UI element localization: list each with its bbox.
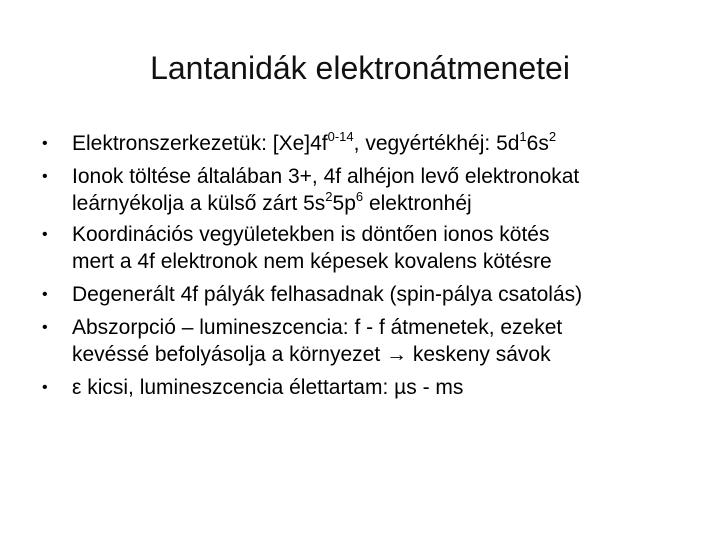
- bullet-list: [40, 130, 700, 401]
- bullet-item-electron-config: [40, 130, 700, 157]
- bullet-item-absorption: [40, 314, 700, 368]
- bullet-text: ε kicsi, lumineszcencia élettartam: µs - ms: [72, 376, 464, 399]
- slide-title: Lantanidák elektronátmenetei: [150, 50, 570, 86]
- bullet-text-line-2: kevéssé befolyásolja a környezet → keskeny sávok: [72, 343, 551, 366]
- bullet-marker: •: [42, 319, 48, 336]
- bullet-item-degenerate-orbitals: [40, 281, 700, 308]
- bullet-marker: •: [42, 226, 48, 243]
- bullet-text-line-1: Abszorpció – lumineszcencia: f - f átmenetek, ezeket: [72, 316, 563, 339]
- bullet-text: Elektronszerkezetük: $[Xe]4f^{0-14}$, vegyértékhéj: $5d^16s^2$: [72, 129, 557, 155]
- bullet-marker: •: [42, 168, 48, 185]
- bullet-text-line-2: leárnyékolja a külső zárt $5s^25p^6$ elektronhéj: [72, 189, 472, 215]
- bullet-item-coordination: [40, 221, 700, 275]
- bullet-text-line-1: Ionok töltése általában 3+, 4f alhéjon levő elektronokat: [72, 165, 580, 188]
- bullet-text: Degenerált 4f pályák felhasadnak (spin-pálya csatolás): [72, 283, 583, 306]
- bullet-text-line-2: mert a 4f elektronok nem képesek kovalens kötésre: [72, 250, 552, 273]
- bullet-text-line-1: Koordinációs vegyületekben is döntően ionos kötés: [72, 223, 550, 246]
- bullet-item-ion-charge: [40, 163, 700, 217]
- bullet-item-lifetime: [40, 374, 700, 401]
- bullet-marker: •: [42, 286, 48, 303]
- bullet-marker: •: [42, 135, 48, 152]
- bullet-marker: •: [42, 379, 48, 396]
